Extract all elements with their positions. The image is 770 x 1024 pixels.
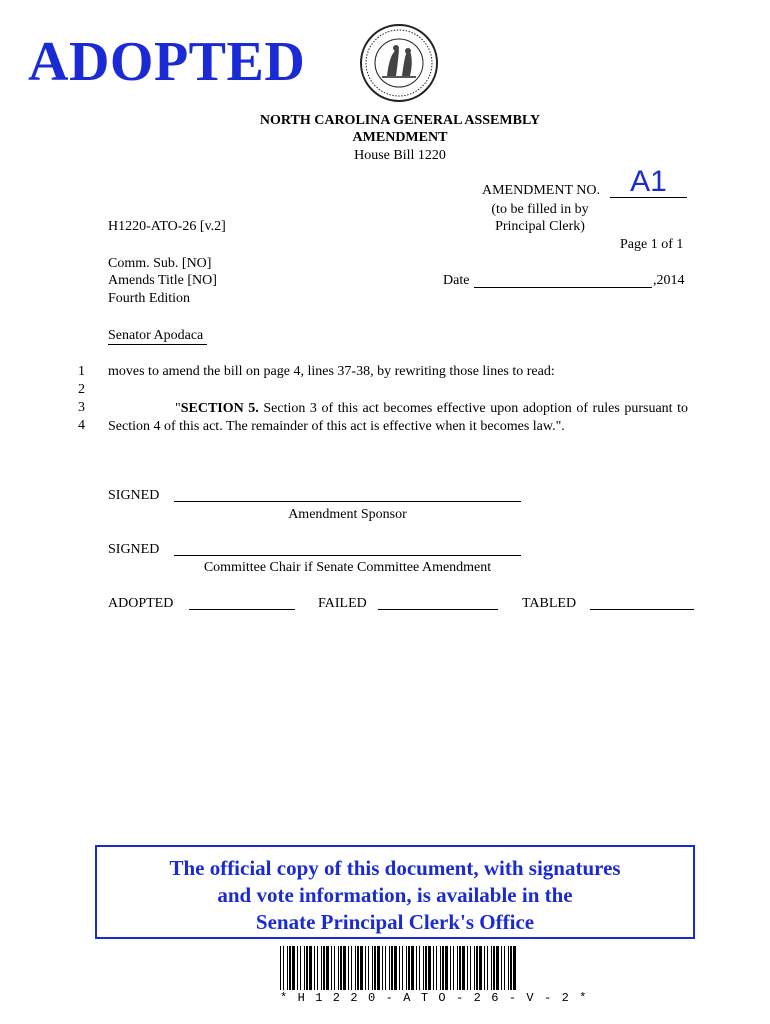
sponsor-caption: Amendment Sponsor <box>288 507 407 522</box>
line-number: 4 <box>78 418 85 433</box>
edition: Fourth Edition <box>108 291 191 306</box>
barcode-text: * H 1 2 2 0 - A T O - 2 6 - V - 2 * <box>280 991 589 1005</box>
assembly-title: NORTH CAROLINA GENERAL ASSEMBLY <box>259 113 541 128</box>
amendment-number-value: A1 <box>630 165 667 198</box>
notice-line-2: and vote information, is available in the <box>217 883 573 907</box>
document-id: H1220-ATO-26 [v.2] <box>108 219 226 234</box>
fill-note-line-2: Principal Clerk) <box>495 219 585 234</box>
barcode-icon <box>280 946 520 990</box>
fill-note-line-1: (to be filled in by <box>491 202 589 217</box>
page-count: Page 1 of 1 <box>620 237 684 252</box>
failed-label: FAILED <box>318 596 367 611</box>
adopted-line <box>189 609 295 610</box>
doc-type: AMENDMENT <box>352 130 448 145</box>
amendment-number-field <box>610 167 687 198</box>
notice-line-1: The official copy of this document, with signatures <box>169 856 621 880</box>
section-paragraph: "SECTION 5. Section 3 of this act becomes effective upon adoption of rules pursuant to Section 4 of this act. The remainder of this act is effective when it becomes law.". <box>108 401 688 434</box>
adopted-label: ADOPTED <box>108 596 174 611</box>
motion-text: moves to amend the bill on page 4, lines 37-38, by rewriting those lines to read: <box>108 364 555 379</box>
failed-line <box>378 609 498 610</box>
tabled-line <box>590 609 694 610</box>
date-line <box>474 287 652 288</box>
chair-signature-line <box>174 555 521 556</box>
chair-caption: Committee Chair if Senate Committee Amendment <box>203 560 492 575</box>
tabled-label: TABLED <box>522 596 577 611</box>
amendment-number-label: AMENDMENT NO. <box>482 183 600 198</box>
line-number: 3 <box>78 400 85 415</box>
line-number: 2 <box>78 382 85 397</box>
comm-sub: Comm. Sub. [NO] <box>108 256 212 271</box>
date-year: ,2014 <box>653 273 685 288</box>
bill-number: House Bill 1220 <box>354 148 446 163</box>
section-text: Section 3 of this act becomes effective upon adoption of rules pursuant to Section 4 of this act. The remainder of this act is effective when it becomes law.". <box>108 401 688 434</box>
section-heading: SECTION 5. <box>180 401 259 416</box>
amends-title: Amends Title [NO] <box>108 273 217 288</box>
sponsor-name: Senator Apodaca <box>108 328 207 345</box>
signed-label-chair: SIGNED <box>108 542 160 557</box>
line-number: 1 <box>78 364 85 379</box>
official-copy-notice <box>95 845 695 939</box>
state-seal-icon <box>358 22 440 104</box>
sponsor-signature-line <box>174 501 521 502</box>
notice-line-3: Senate Principal Clerk's Office <box>255 910 535 934</box>
signed-label-sponsor: SIGNED <box>108 488 160 503</box>
adopted-stamp: ADOPTED <box>28 31 306 93</box>
date-label: Date <box>443 273 470 288</box>
